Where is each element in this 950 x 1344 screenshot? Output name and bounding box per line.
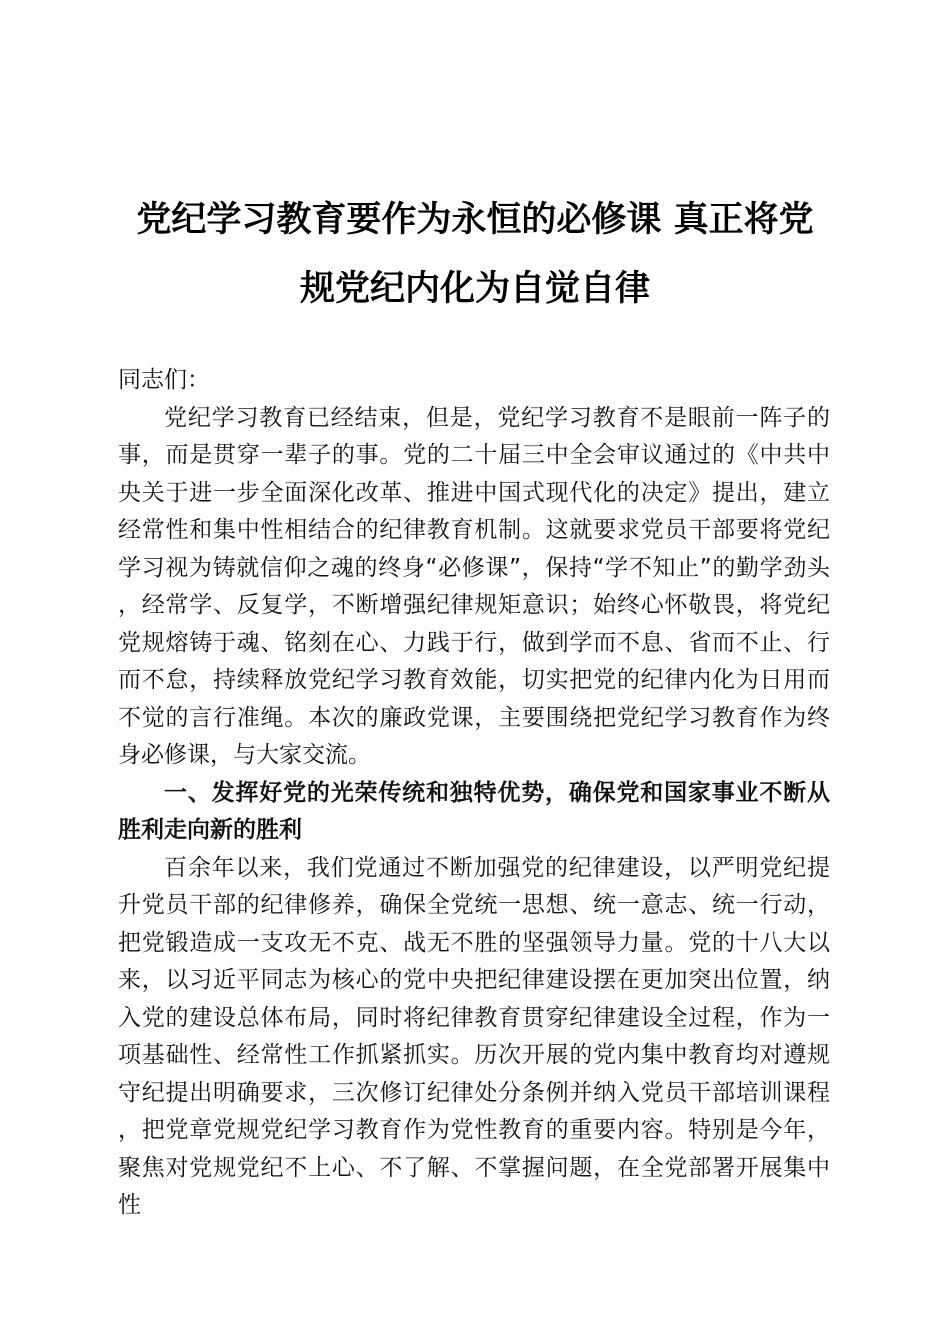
document-body bbox=[118, 362, 830, 1225]
paragraph-section-1: 百余年以来，我们党通过不断加强党的纪律建设，以严明党纪提升党员干部的纪律修养，确保全党统一思想、统一意志、统一行动，把党锻造成一支攻无不克、战无不胜的坚强领导力量。党的十八大以来，以习近平同志为核心的党中央把纪律建设摆在更加突出位置，纳入党的建设总体布局，同时将纪律教育贯穿纪律建设全过程，作为一项基础性、经常性工作抓紧抓实。历次开展的党内集中教育均对遵规守纪提出明确要求，三次修订纪律处分条例并纳入党员干部培训课程，把党章党规党纪学习教育作为党性教育的重要内容。特别是今年，聚焦对党规党纪不上心、不了解、不掌握问题，在全党部署开展集中性 bbox=[118, 854, 830, 1218]
section-heading-1: 一、发挥好党的光荣传统和独特优势，确保党和国家事业不断从胜利走向新的胜利 bbox=[118, 779, 830, 843]
document-title-line-2: 规党纪内化为自觉自律 bbox=[299, 268, 650, 309]
salutation: 同志们： bbox=[118, 367, 210, 393]
paragraph-intro: 党纪学习教育已经结束，但是，党纪学习教育不是眼前一阵子的事，而是贯穿一辈子的事。党的二十届三中全会审议通过的《中共中央关于进一步全面深化改革、推进中国式现代化的决定》提出，建立经常性和集中性相结合的纪律教育机制。这就要求党员干部要将党纪学习视为铸就信仰之魂的终身“必修课”，保持“学不知止”的勤学劲头，经常学、反复学，不断增强纪律规矩意识；始终心怀敬畏，将党纪党规熔铸于魂、铭刻在心、力践于行，做到学而不息、省而不止、行而不怠，持续释放党纪学习教育效能，切实把党的纪律内化为日用而不觉的言行准绳。本次的廉政党课，主要围绕把党纪学习教育作为终身必修课，与大家交流。 bbox=[118, 404, 830, 768]
document-title-line-1: 党纪学习教育要作为永恒的必修课 真正将党 bbox=[136, 199, 814, 240]
